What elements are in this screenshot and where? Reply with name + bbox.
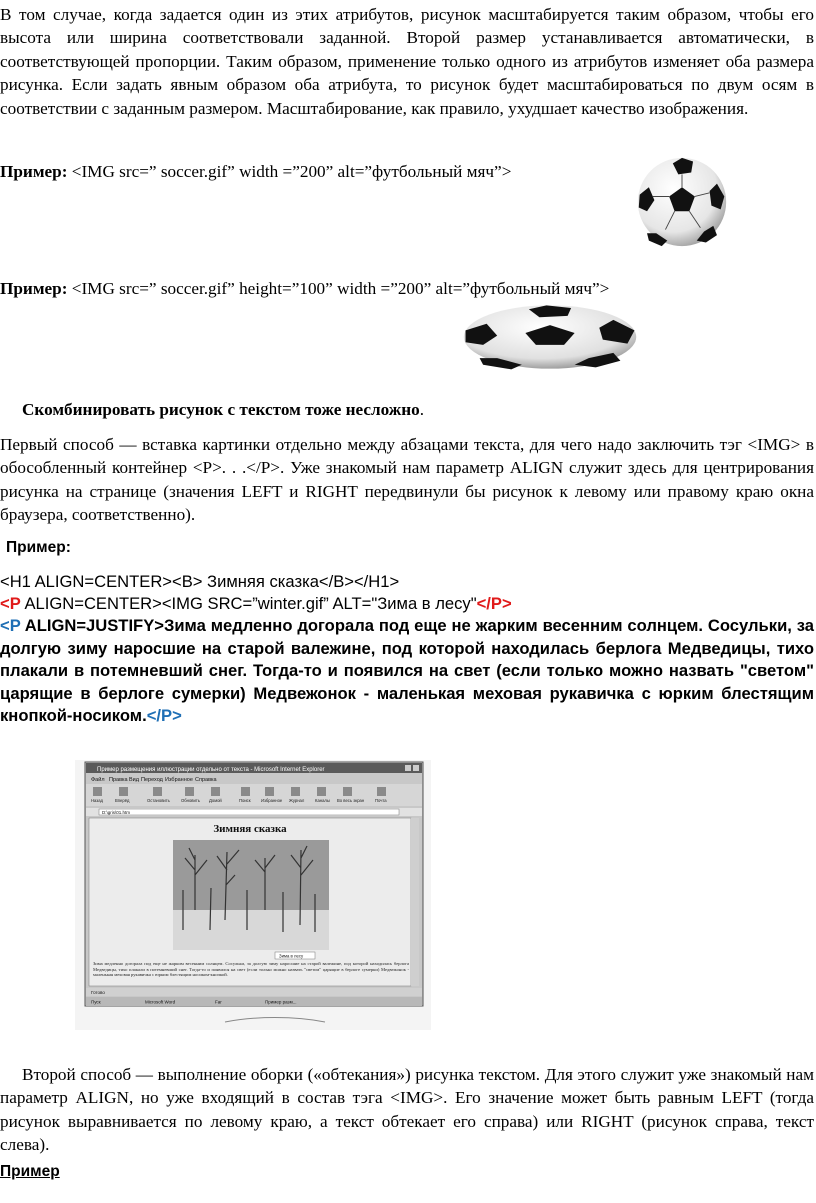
p-justify-open-tag: <P	[0, 616, 21, 635]
window-title: Пример размещения иллюстрации отдельно от текста - Microsoft Internet Explorer	[97, 767, 325, 773]
p-justify-close-tag: </P>	[146, 706, 182, 726]
final-example-label: Пример	[0, 1163, 60, 1180]
code-paragraph	[0, 615, 814, 728]
menu-item: Файл	[91, 777, 105, 783]
menu-item: Правка	[109, 777, 128, 783]
soccer-ball-image	[636, 156, 728, 248]
toolbar-item: Почта	[375, 798, 387, 803]
toolbar-item: Поиск	[239, 798, 251, 803]
toolbar-item: Избранное	[261, 798, 283, 803]
taskbar-item: Far	[215, 999, 222, 1005]
menu-item: Справка	[195, 777, 217, 783]
toolbar-item: Каналы	[315, 798, 330, 803]
combine-heading	[22, 398, 802, 421]
toolbar-item: Назад	[91, 798, 103, 803]
toolbar-item: Журнал	[289, 798, 305, 803]
menu-item: Переход	[141, 777, 163, 783]
toolbar-item: Обновить	[181, 798, 200, 803]
p-open-tag: <P	[0, 594, 21, 613]
toolbar-item: Остановить	[147, 798, 170, 803]
p-close-tag: </P>	[476, 594, 512, 613]
status-text: Готово	[91, 990, 105, 995]
example-2-code: <IMG src=” soccer.gif” height=”100” width =”200” alt=”футбольный мяч”>	[67, 279, 610, 298]
second-method-paragraph: Второй способ — выполнение оборки («обтекания») рисунка текстом. Для этого служит уже знакомый нам параметр ALIGN, но уже входящий в состав тэга <IMG>. Его значение может быть равным LEFT (тогда рисунок выравнивается по левому краю, а текст обтекает его справа) или RIGHT (рисунок справа, текст слева).	[0, 1065, 814, 1155]
code-line-2-rest: ALIGN=CENTER><IMG SRC=”winter.gif” ALT="Зима в лесу"	[20, 594, 477, 613]
example-1-code: <IMG src=” soccer.gif” width =”200” alt=”футбольный мяч”>	[67, 162, 512, 181]
taskbar-item: Пуск	[91, 999, 101, 1005]
example-2-label: Пример:	[0, 279, 68, 298]
toolbar-item: Домой	[209, 798, 222, 803]
code-line-1: <H1 ALIGN=CENTER><B> Зимняя сказка</B></H1>	[0, 572, 400, 591]
toolbar-item: Во весь экран	[337, 798, 365, 803]
intro-paragraph: В том случае, когда задается один из этих атрибутов, рисунок масштабируется таким образом, чтобы его высота или ширина соответствовали заданной. Второй размер устанавливается автоматически, в соответствующей пропорции. Таким образом, применение только одного из атрибутов изменяет оба размера рисунка. Если задать явным образом оба атрибута, то рисунок будет масштабироваться по двум осям в соответствии с заданным размером. Масштабирование, как правило, ухудшает качество изображения.	[0, 5, 814, 118]
page-body-text: Зима медленно догорала под еще не жарким весенним солнцем. Сосульки, за долгую зиму наросшие на старой валежине, под которой находилась берлога Медведицы, тихо плакали в потемневший снег. Тогда-то и появился на свет (если только можно назвать "светом" царящие в берлоге сумерки) Медвежонок - маленькая меховая рукавичка с юрким блестящим носиком-кнопкой.	[93, 961, 409, 978]
first-method-paragraph: Первый способ — вставка картинки отдельно между абзацами текста, для чего надо заключить тэг <IMG> в обособленный контейнер <P>. . .</P>. Уже знакомый нам параметр ALIGN служит здесь для центрирования рисунка на странице (значения LEFT и RIGHT передвинули бы рисунок к левому или правому краю окна браузера, соответственно).	[0, 435, 814, 525]
toolbar-item: Вперёд	[115, 798, 130, 803]
combine-heading-dot: .	[419, 400, 425, 419]
example-1-label: Пример:	[0, 162, 68, 181]
stretched-soccer-ball-image	[462, 304, 638, 370]
address-value: D:\gris\01.htm	[102, 810, 131, 815]
example-2	[0, 277, 814, 300]
image-caption: Зима в лесу	[279, 953, 304, 959]
code-line-2	[0, 593, 814, 616]
menu-item: Вид	[129, 777, 139, 783]
combine-heading-text: Скомбинировать рисунок с текстом тоже несложно	[22, 400, 420, 419]
code-paragraph-text: ALIGN=JUSTIFY>Зима медленно догорала под еще не жарким весенним солнцем. Сосульки, за долгую зиму наросшие на старой валежине, под которой находилась берлога Медведицы, тихо плакали в потемневший снег. Тогда-то и появился на свет (если только можно назвать "светом" царящие в берлоге сумерки) Медвежонок - маленькая меховая рукавичка с юрким блестящим кнопкой-носиком.	[0, 616, 814, 726]
taskbar-item: Microsoft Word	[145, 999, 176, 1005]
taskbar-item: Пример разм...	[265, 999, 297, 1005]
page-heading: Зимняя сказка	[213, 823, 287, 835]
example-3-label: Пример:	[6, 539, 71, 556]
menu-item: Избранное	[165, 777, 193, 783]
browser-screenshot-image	[75, 760, 431, 1030]
